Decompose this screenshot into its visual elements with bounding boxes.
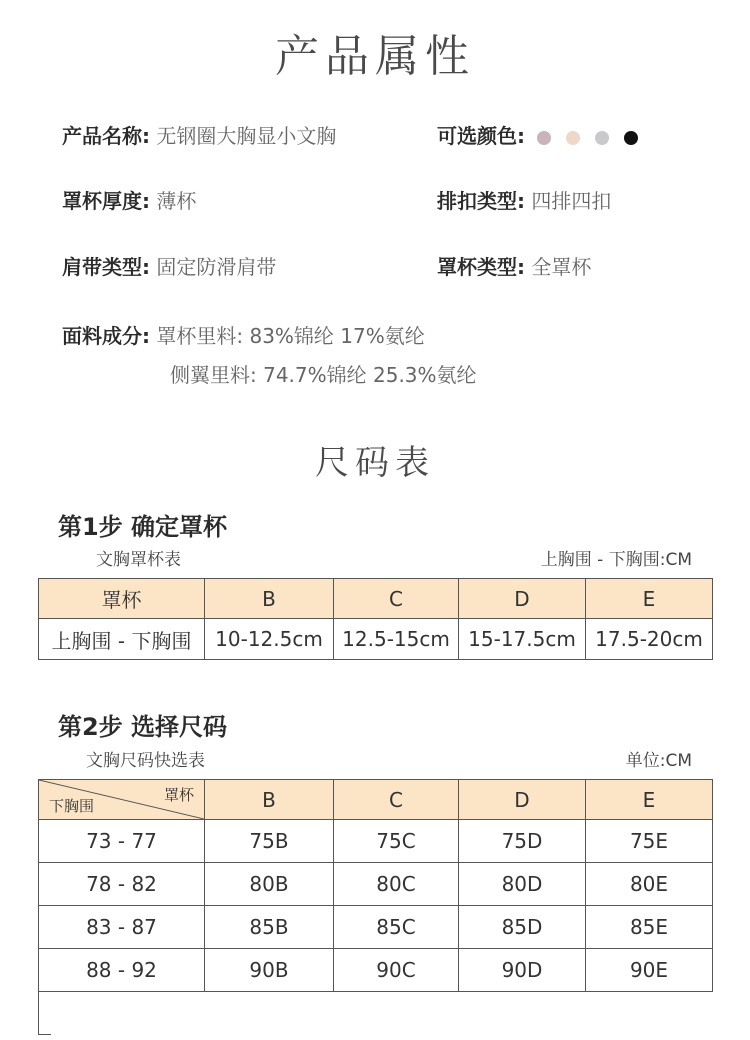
header-cell: C [334, 579, 459, 619]
attr-cup-type [437, 253, 591, 281]
table-header-row [39, 780, 713, 820]
attr-label: 可选颜色: [437, 124, 525, 148]
color-swatch-beige[interactable] [566, 131, 580, 145]
attr-fabric [62, 322, 425, 350]
size-table [38, 779, 713, 992]
step2-unit: 单位:CM [625, 751, 692, 771]
step1-table-name: 文胸罩杯表 [96, 550, 181, 570]
header-cell: B [205, 579, 334, 619]
page-title: 产品属性 [275, 31, 475, 82]
table-cell: 80E [586, 863, 713, 906]
step1-title: 第1步 确定罩杯 [58, 513, 228, 541]
header-cell: C [334, 780, 459, 820]
attr-value: 薄杯 [156, 189, 197, 213]
table-cell: 75C [334, 820, 459, 863]
step1-unit: 上胸围 - 下胸围:CM [540, 550, 692, 570]
table-cell: 90C [334, 949, 459, 992]
table-row [39, 820, 713, 863]
step2-title: 第2步 选择尺码 [58, 713, 228, 741]
header-cell: E [586, 579, 713, 619]
attr-label: 面料成分: [62, 324, 150, 348]
attr-cup-thickness [62, 187, 196, 215]
attr-value: 全罩杯 [531, 255, 592, 279]
color-swatch-gray[interactable] [595, 131, 609, 145]
attr-value: 四排四扣 [531, 189, 612, 213]
attr-label: 肩带类型: [62, 255, 150, 279]
attr-label: 罩杯厚度: [62, 189, 150, 213]
table-cell: 80C [334, 863, 459, 906]
table-cell: 12.5-15cm [334, 619, 459, 660]
corner-band-label: 下胸围 [49, 797, 95, 815]
size-chart-title: 尺码表 [315, 443, 435, 483]
table-cell: 75B [205, 820, 334, 863]
step2-table-name: 文胸尺码快选表 [86, 751, 205, 771]
row-label-cell: 83 - 87 [39, 906, 205, 949]
attr-value: 无钢圈大胸显小文胸 [156, 124, 337, 148]
corner-cup-label: 罩杯 [163, 786, 194, 804]
attr-colors [437, 122, 638, 150]
header-cell: D [459, 780, 586, 820]
header-cell: 罩杯 [39, 579, 205, 619]
fabric-cup-label: 罩杯里料: [156, 324, 244, 348]
table-row [39, 619, 713, 660]
table-cell: 85C [334, 906, 459, 949]
attr-hook-type [437, 187, 611, 215]
color-swatch-black[interactable] [624, 131, 638, 145]
header-cell: B [205, 780, 334, 820]
row-label-cell: 73 - 77 [39, 820, 205, 863]
attr-label: 产品名称: [62, 124, 150, 148]
table-row [39, 863, 713, 906]
table-cell: 90D [459, 949, 586, 992]
table-header-row [39, 579, 713, 619]
row-label-cell: 上胸围 - 下胸围 [39, 619, 205, 660]
table-cell: 75E [586, 820, 713, 863]
table-cell: 85E [586, 906, 713, 949]
color-swatch-pink[interactable] [537, 131, 551, 145]
attr-product-name [62, 122, 336, 150]
table-cell: 15-17.5cm [459, 619, 586, 660]
table-row [39, 949, 713, 992]
attr-fabric-line2 [170, 361, 477, 389]
header-cell: D [459, 579, 586, 619]
table-cell: 90E [586, 949, 713, 992]
fabric-wing-label: 侧翼里料: [170, 363, 257, 387]
corner-bracket-mark [38, 990, 51, 1035]
table-cell: 75D [459, 820, 586, 863]
attr-value: 固定防滑肩带 [156, 255, 277, 279]
table-cell: 17.5-20cm [586, 619, 713, 660]
cup-table [38, 578, 713, 660]
table-cell: 80D [459, 863, 586, 906]
table-cell: 80B [205, 863, 334, 906]
table-cell: 85B [205, 906, 334, 949]
attr-label: 罩杯类型: [437, 255, 525, 279]
fabric-wing-value: 74.7%锦纶 25.3%氨纶 [263, 363, 477, 387]
attr-strap-type [62, 253, 276, 281]
table-cell: 10-12.5cm [205, 619, 334, 660]
fabric-cup-value: 83%锦纶 17%氨纶 [249, 324, 425, 348]
table-row [39, 906, 713, 949]
row-label-cell: 78 - 82 [39, 863, 205, 906]
corner-header-cell [39, 780, 205, 820]
table-cell: 90B [205, 949, 334, 992]
table-cell: 85D [459, 906, 586, 949]
attr-label: 排扣类型: [437, 189, 525, 213]
color-swatches [537, 131, 638, 145]
row-label-cell: 88 - 92 [39, 949, 205, 992]
header-cell: E [586, 780, 713, 820]
